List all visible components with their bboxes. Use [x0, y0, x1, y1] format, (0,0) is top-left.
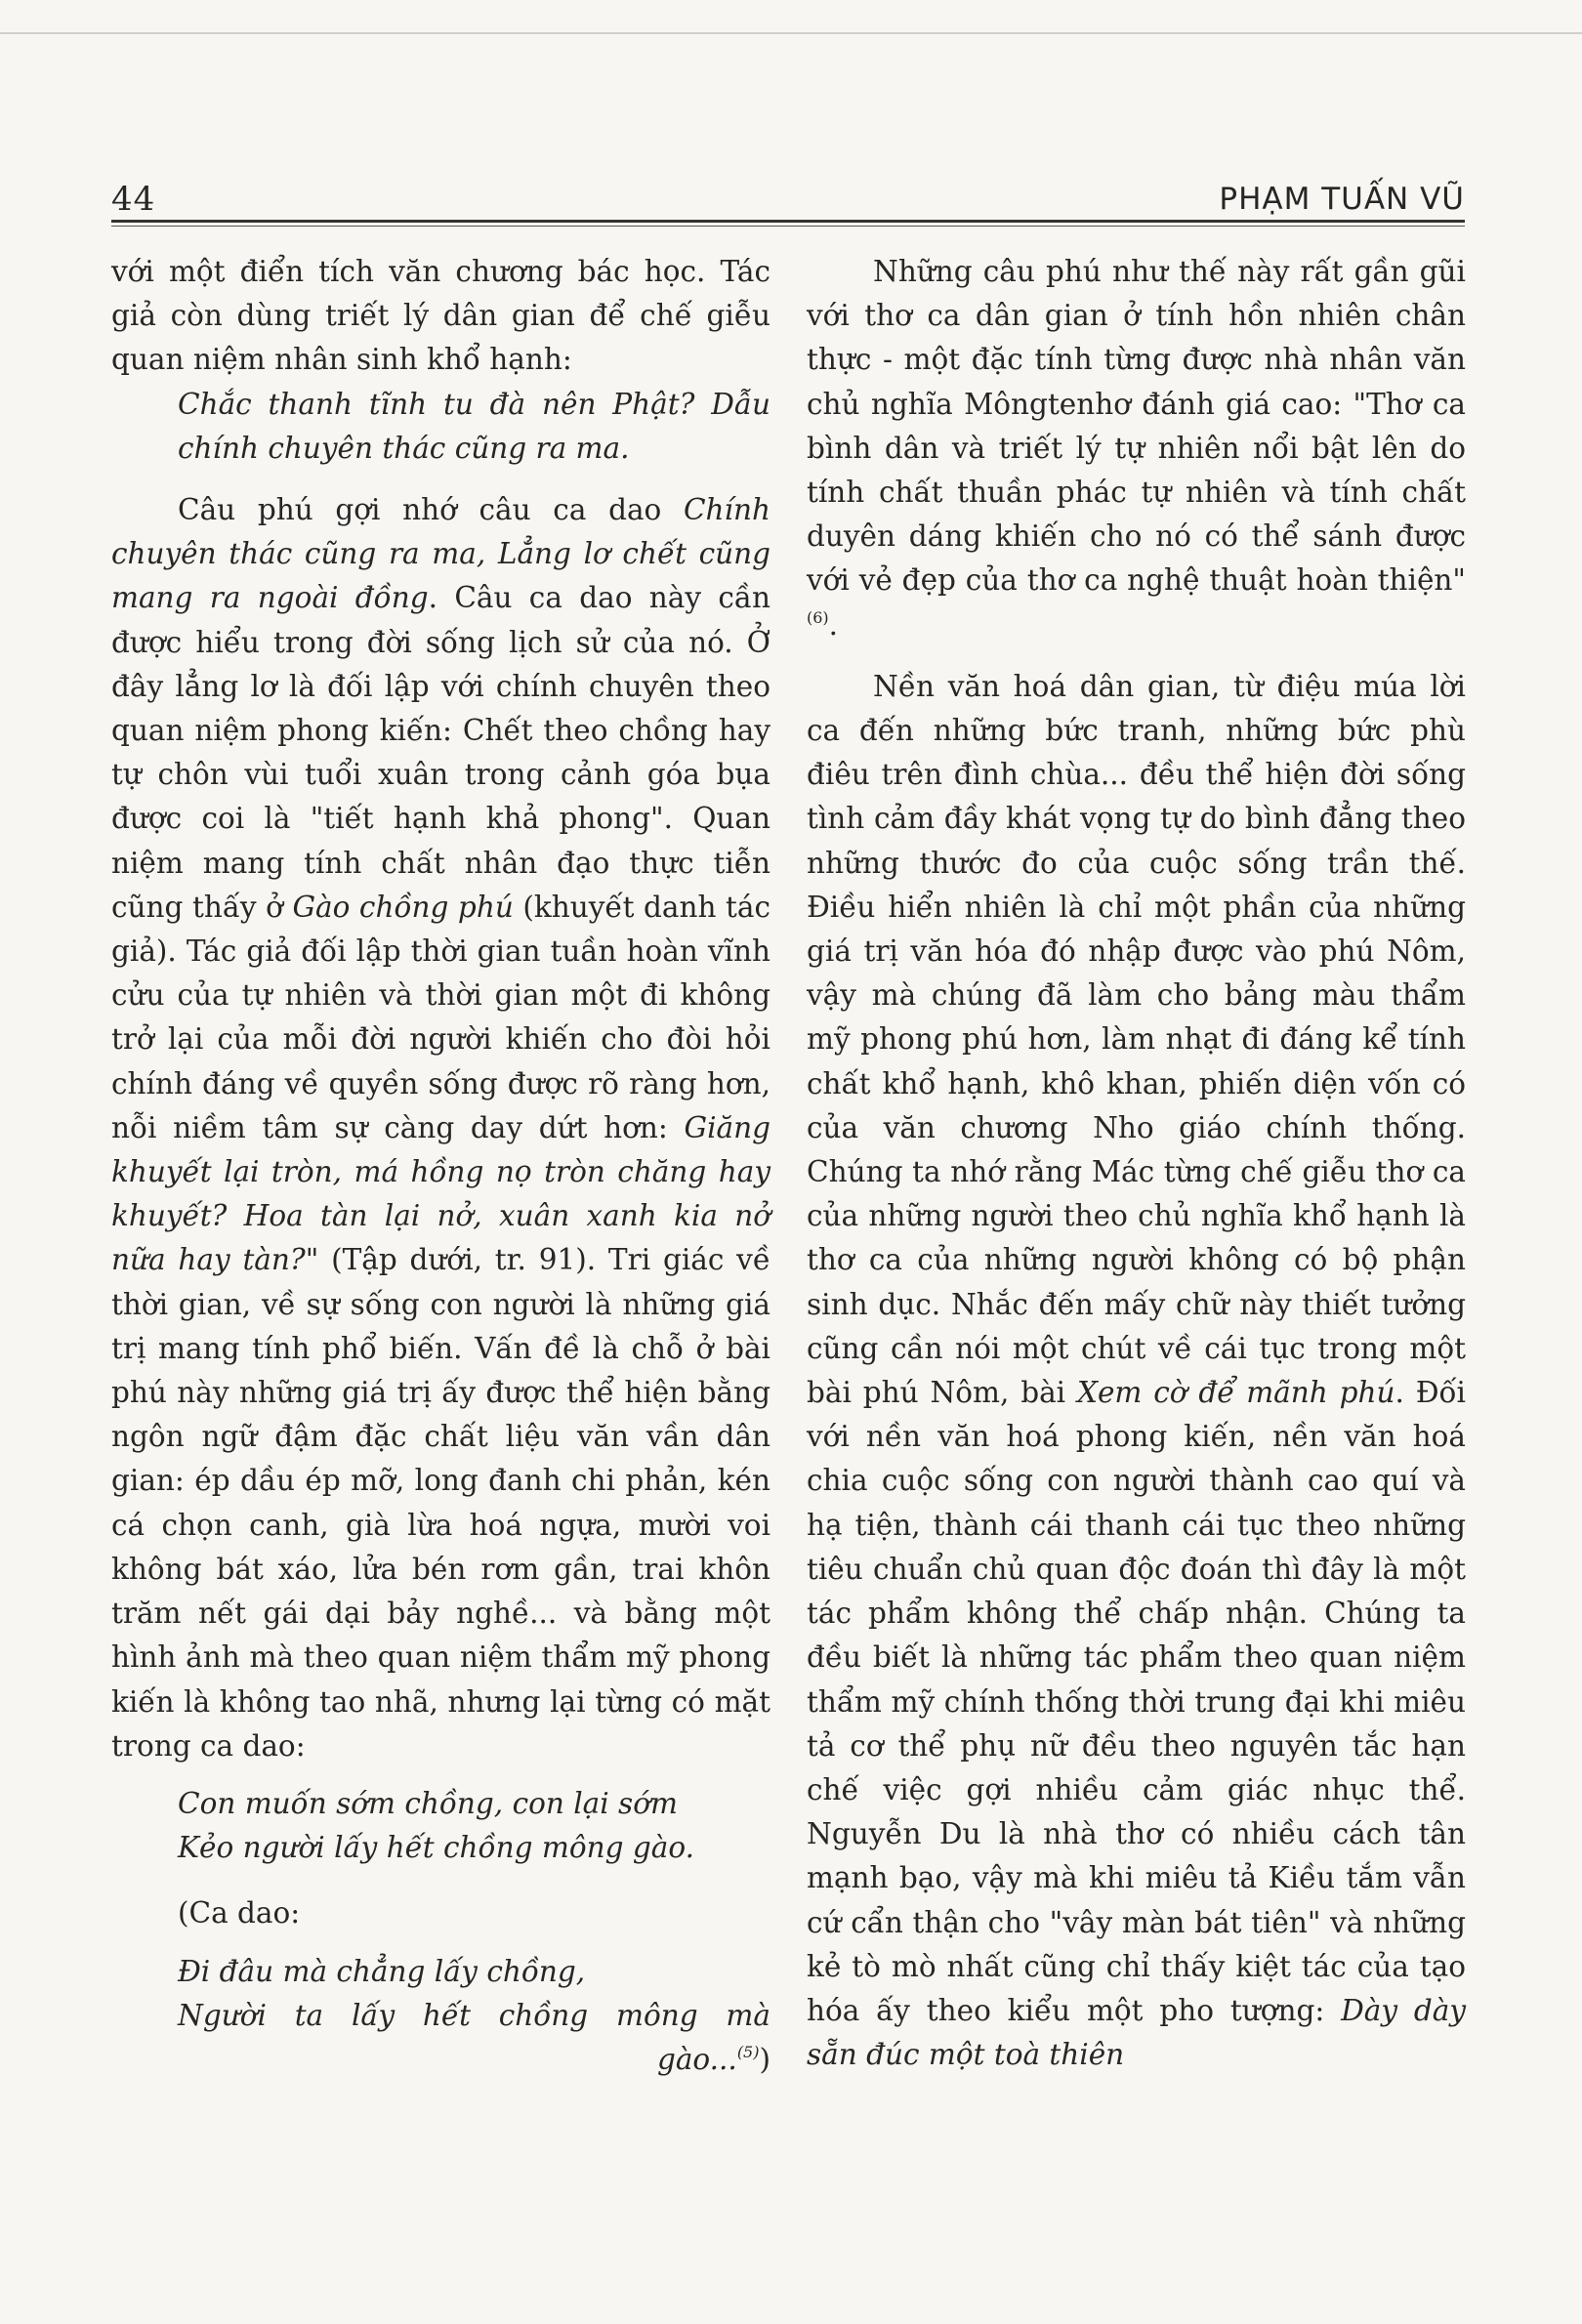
footnote-ref: (6) [807, 607, 829, 627]
verse-line: Đi đâu mà chẳng lấy chồng, [178, 1954, 586, 1988]
source-note: (Ca dao: [178, 1896, 301, 1930]
paragraph: Câu phú gợi nhớ câu ca dao Chính chuyên thác cũng ra ma, Lẳng lơ chết cũng mang ra ngoài đồng. Câu ca dao này cần được hiểu trong đời sống lịch sử của nó. Ở đây lẳng lơ là đối lập với chính chuyên theo quan niệm phong kiến: Chết theo chồng hay tự chôn vùi tuổi xuân trong cảnh góa bụa được coi là "tiết hạnh khả phong". Quan niệm mang tính chất nhân đạo thực tiễn cũng thấy ở Gào chồng phú (khuyết danh tác giả). Tác giả đối lập thời gian tuần hoàn vĩnh cửu của tự nhiên và thời gian một đi không trở lại của mỗi đời người khiến cho đòi hỏi chính đáng về quyền sống được rõ ràng hơn, nỗi niềm tâm sự càng day dứt hơn: Giăng khuyết lại tròn, má hồng nọ tròn chăng hay khuyết? Hoa tàn lại nở, xuân xanh kia nở nữa hay tàn?" (Tập dưới, tr. 91). Tri giác về thời gian, về sự sống con người là những giá trị mang tính phổ biến. Vấn đề là chỗ ở bài phú này những giá trị ấy được thể hiện bằng ngôn ngữ đậm đặc chất liệu văn vần dân gian: ép dầu ép mỡ, long đanh chi phản, kén cá chọn canh, già lừa hoá ngựa, mười voi không bát xáo, lửa bén rơm gần, trai khôn trăm nết gái dại bảy nghề... và bằng một hình ảnh mà theo quan niệm thẩm mỹ phong kiến là không tao nhã, nhưng lại từng có mặt trong ca dao: [111, 493, 770, 1763]
header-rule-thick [111, 220, 1465, 223]
verse-line: Kẻo người lấy hết chồng mông gào. [178, 1831, 694, 1865]
paragraph: Những câu phú như thế này rất gần gũi với thơ ca dân gian ở tính hồn nhiên chân thực - một đặc tính từng được nhà nhân văn chủ nghĩa Môngtenhơ đánh giá cao: "Thơ ca bình dân và triết lý tự nhiên nổi bật lên do tính chất thuần phác tự nhiên và tính chất duyên dáng khiến cho nó có thể sánh được với vẻ đẹp của thơ ca nghệ thuật hoàn thiện"$^{(6)}$. [807, 255, 1466, 642]
right-column [807, 250, 1466, 2077]
running-title: PHẠM TUẤN VŨ [1219, 182, 1465, 217]
paragraph: Nền văn hoá dân gian, từ điệu múa lời ca đến những bức tranh, những bức phù điêu trên đình chùa... đều thể hiện đời sống tình cảm đầy khát vọng tự do bình đẳng theo những thước đo của cuộc sống trần thế. Điều hiển nhiên là chỉ một phần của những giá trị văn hóa đó nhập được vào phú Nôm, vậy mà chúng đã làm cho bảng màu thẩm mỹ phong phú hơn, làm nhạt đi đáng kể tính chất khổ hạnh, khô khan, phiến diện vốn có của văn chương Nho giáo chính thống. Chúng ta nhớ rằng Mác từng chế giễu thơ ca của những người theo chủ nghĩa khổ hạnh là thơ ca của những người không có bộ phận sinh dục. Nhắc đến mấy chữ này thiết tưởng cũng cần nói một chút về cái tục trong một bài phú Nôm, bài Xem cờ để mãnh phú. Đối với nền văn hoá phong kiến, nền văn hoá chia cuộc sống con người thành cao quí và hạ tiện, thành cái thanh cái tục theo những tiêu chuẩn chủ quan độc đoán thì đây là một tác phẩm không thể chấp nhận. Chúng ta đều biết là những tác phẩm theo quan niệm thẩm mỹ chính thống thời trung đại khi miêu tả cơ thể phụ nữ đều theo nguyên tắc hạn chế việc gợi nhiều cảm giác nhục thể. Nguyễn Du là nhà thơ có nhiều cách tân mạnh bạo, vậy mà khi miêu tả Kiều tắm vẫn cứ cẩn thận cho "vây màn bát tiên" và những kẻ tò mò nhất cũng chỉ thấy kiệt tác của tạo hóa ấy theo kiểu một pho tượng: Dày dày sẵn đúc một toà thiên [807, 669, 1466, 2072]
scan-edge-line [0, 32, 1582, 34]
verse-line-end: gào...$^{(5)}$) [656, 2042, 770, 2076]
left-column [111, 250, 770, 2082]
verse-quote [111, 1950, 770, 2083]
verse-quote [111, 1782, 770, 1870]
quote: Chắc thanh tĩnh tu đà nên Phật? Dẫu chính chuyên thác cũng ra ma. [178, 387, 770, 465]
footnote-ref: (5) [736, 2042, 760, 2061]
verse-line: Người ta lấy hết chồng mông mà [178, 1998, 770, 2032]
header-rule-thin [111, 226, 1465, 227]
verse-line: Con muốn sớm chồng, con lại sớm [178, 1786, 678, 1820]
paragraph: với một điển tích văn chương bác học. Tác giả còn dùng triết lý dân gian để chế giễu quan niệm nhân sinh khổ hạnh: [111, 255, 770, 377]
page-number: 44 [111, 180, 156, 219]
